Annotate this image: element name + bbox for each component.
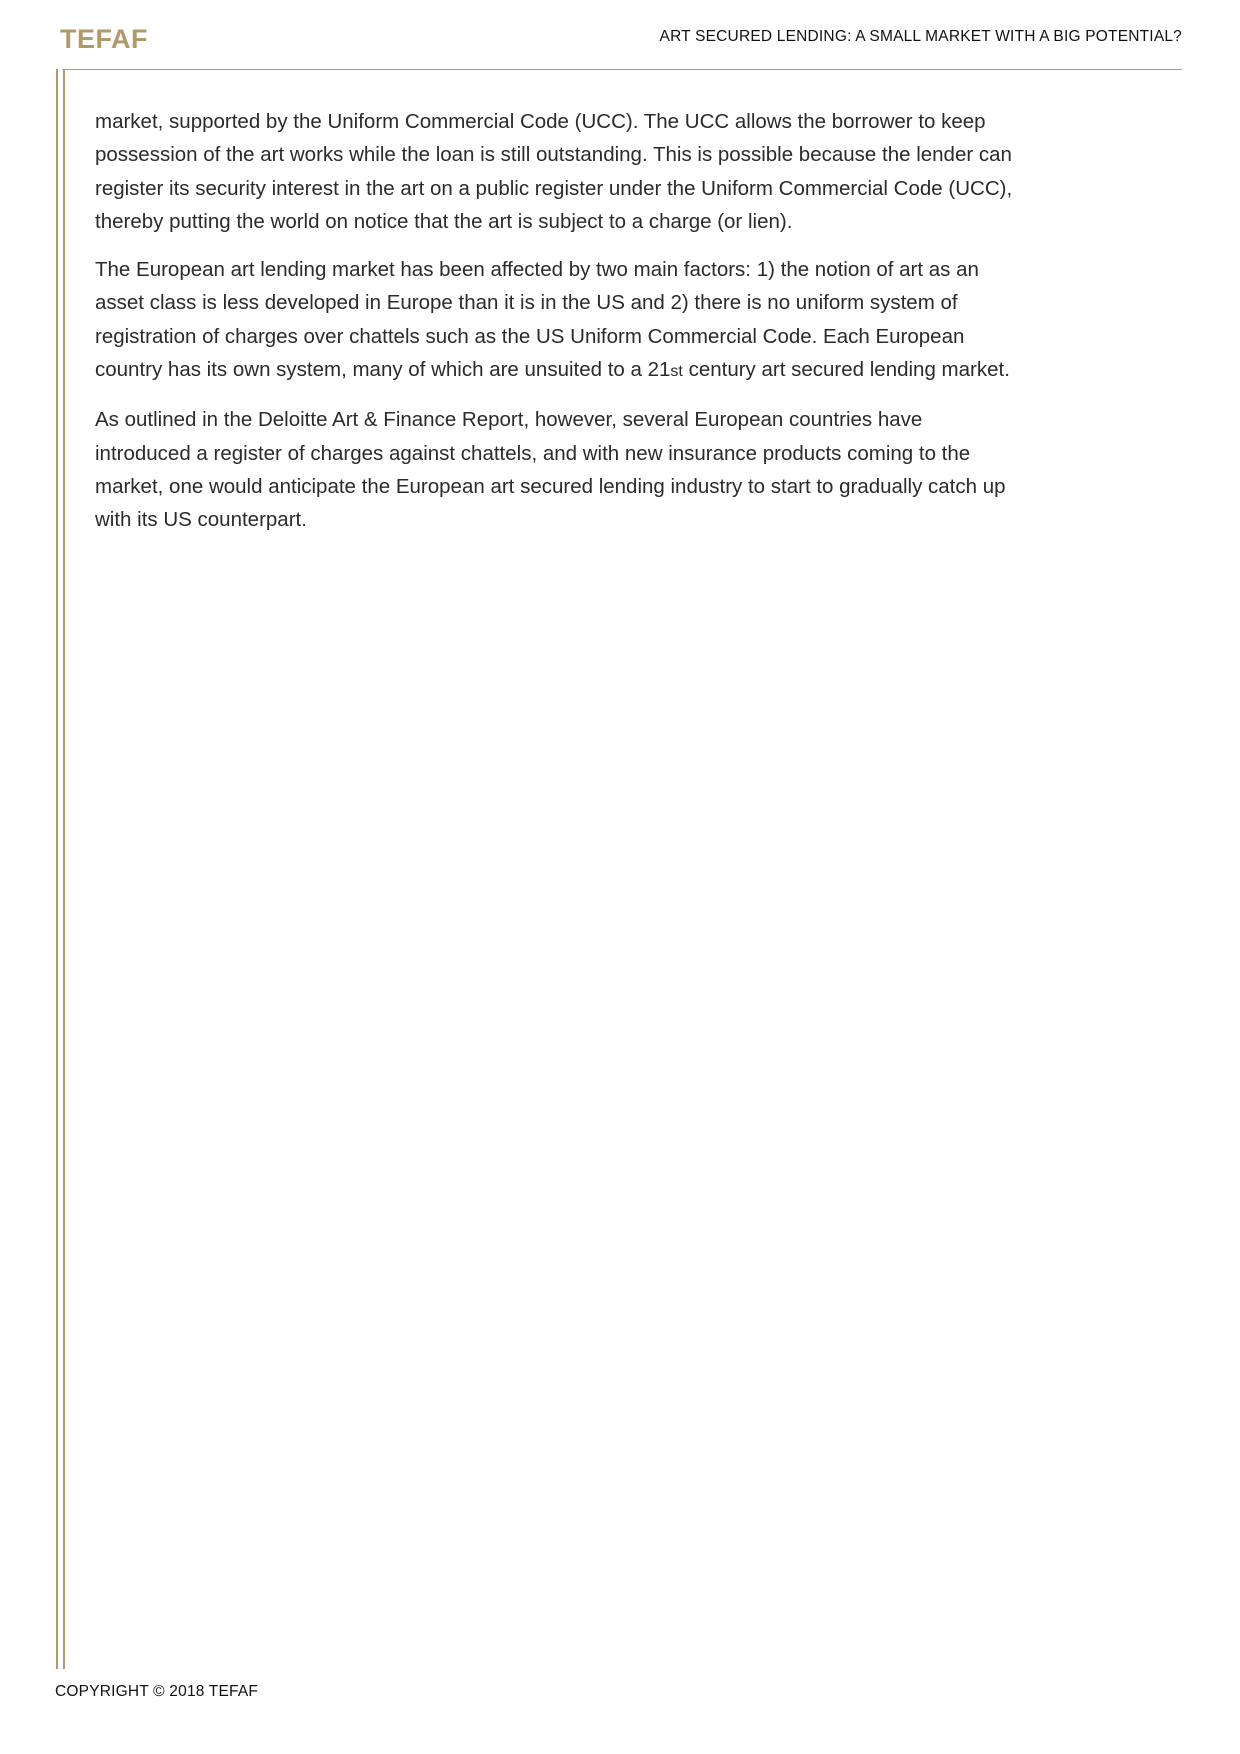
tefaf-logo: TEFAF	[60, 24, 148, 54]
paragraph-deloitte-report: As outlined in the Deloitte Art & Finance Report, however, several European countries have introduced a register of charges against chattels, and with new insurance products coming to the market, one would anticipate the European art secured lending industry to start to gradually catch up with its US counterpart.	[95, 408, 1006, 532]
ordinal-suffix: st	[670, 363, 683, 381]
body-text	[95, 105, 1015, 552]
paragraph-european-market-end: century art secured lending market.	[682, 358, 1010, 382]
copyright-footer: COPYRIGHT © 2018 TEFAF	[55, 1683, 259, 1700]
paragraph-ucc: market, supported by the Uniform Commercial Code (UCC). The UCC allows the borrower to keep possession of the art works while the loan is still outstanding. This is possible because the lender can register its security interest in the art on a public register under the Uniform Commercial Code (UCC), thereby putting the world on notice that the art is subject to a charge (or lien).	[95, 110, 1013, 233]
paragraph-european-market-text: The European art lending market has been affected by two main factors: 1) the notion of art as an asset class is less developed in Europe than it is in the US and 2) there is no uniform system of registration of charges over chattels such as the US Uniform Commercial Code. Each European country has its own system, many of which are unsuited to a 21	[95, 258, 979, 382]
paragraph-european-market	[95, 253, 1015, 388]
running-title: ART SECURED LENDING: A SMALL MARKET WITH A BIG POTENTIAL?	[659, 28, 1182, 45]
left-margin-rule-outer	[56, 69, 58, 1669]
left-margin-rule-inner	[63, 69, 65, 1669]
header-divider	[62, 69, 1182, 70]
